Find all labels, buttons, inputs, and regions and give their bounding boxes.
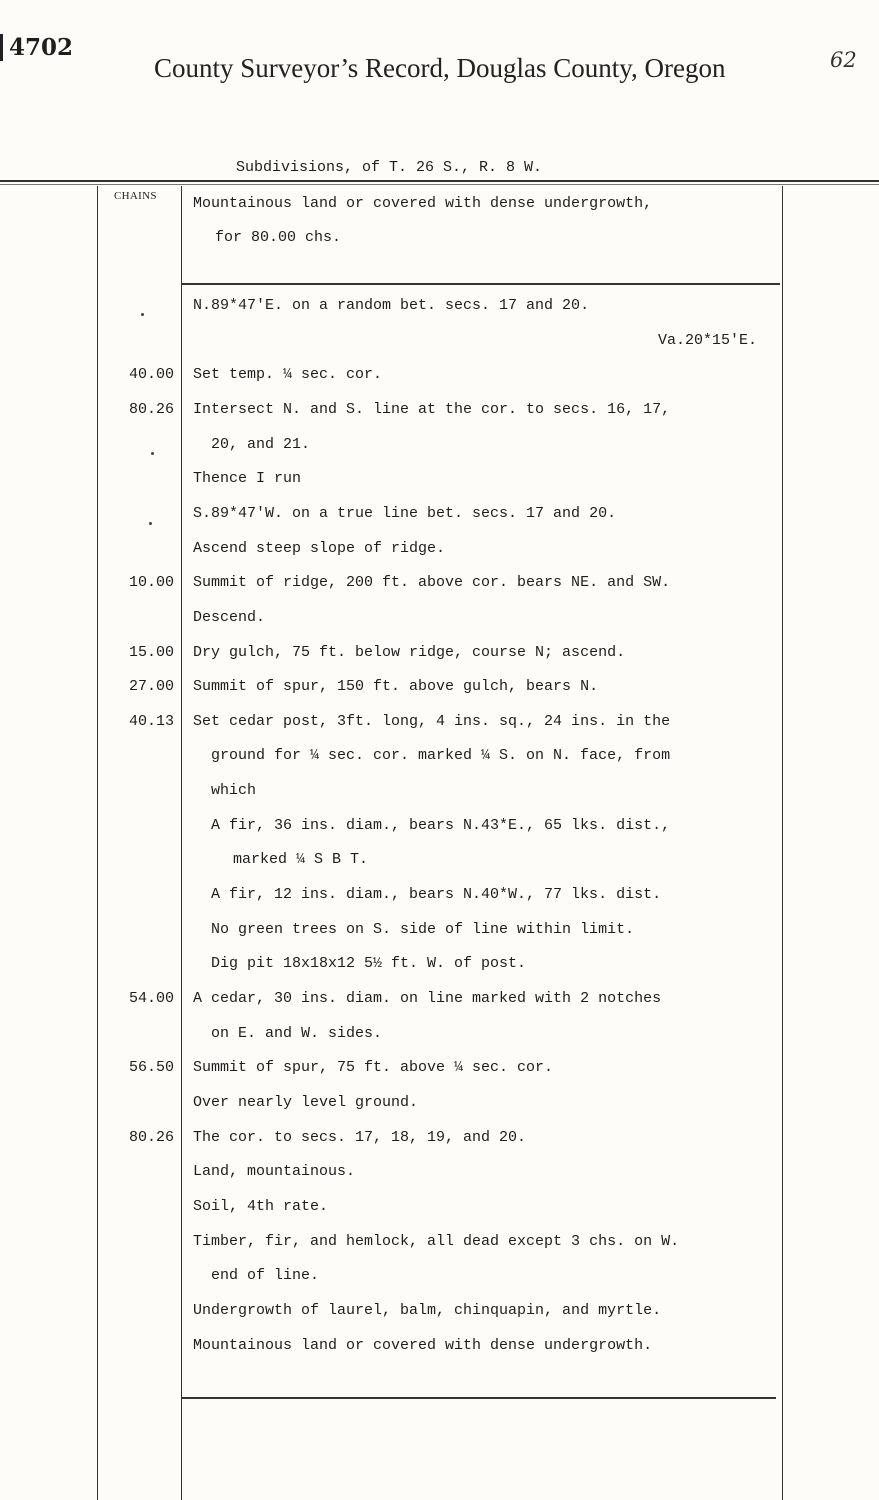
margin-dot (141, 313, 144, 316)
margin-dot (149, 522, 152, 525)
survey-entry-row (0, 643, 879, 677)
entry-description: A fir, 12 ins. diam., bears N.40*W., 77 lks. dist. (211, 886, 662, 904)
entry-description: Set temp. ¼ sec. cor. (193, 366, 383, 384)
intro-line: Mountainous land or covered with dense undergrowth, (193, 195, 653, 212)
chain-distance: 27.00 (128, 678, 174, 696)
survey-entry-row (0, 539, 879, 573)
entry-description: Land, mountainous. (193, 1163, 356, 1181)
entry-description: A cedar, 30 ins. diam. on line marked with 2 notches (193, 990, 662, 1007)
entry-description: which (211, 782, 257, 800)
top-rule (0, 180, 879, 182)
chain-distance: 40.13 (128, 712, 174, 730)
survey-entry-row (0, 1336, 879, 1370)
survey-entry-row (0, 400, 879, 434)
survey-entry-row (0, 677, 879, 711)
chain-distance: 10.00 (128, 574, 174, 592)
entry-description: Summit of ridge, 200 ft. above cor. bears NE. and SW. (193, 574, 671, 592)
survey-entry-row (0, 885, 879, 919)
entry-description: A fir, 36 ins. diam., bears N.43*E., 65 lks. dist., (211, 816, 671, 834)
section-divider (181, 283, 780, 285)
chains-column-header: CHAINS (114, 190, 157, 202)
entry-description: Descend. (193, 608, 266, 626)
survey-entry-row (0, 816, 879, 850)
chain-distance: 56.50 (128, 1059, 174, 1077)
chain-distance: 15.00 (128, 643, 174, 661)
entry-description: Summit of spur, 75 ft. above ¼ sec. cor. (193, 1059, 554, 1077)
survey-entry-row (0, 989, 879, 1023)
survey-entry-row (0, 504, 879, 538)
entry-description: ground for ¼ sec. cor. marked ¼ S. on N. face, from (211, 747, 671, 765)
entry-description: The cor. to secs. 17, 18, 19, and 20. (193, 1128, 527, 1146)
entry-description: Dig pit 18x18x12 5½ ft. W. of post. (211, 955, 527, 973)
survey-entry-row (0, 435, 879, 469)
chain-distance: 54.00 (128, 990, 174, 1007)
entry-description: Intersect N. and S. line at the cor. to secs. 16, 17, (193, 400, 671, 418)
survey-entry-row (0, 1301, 879, 1335)
record-title: County Surveyor’s Record, Douglas County, Oregon (154, 53, 726, 83)
intro-line: for 80.00 chs. (215, 229, 342, 246)
entry-description: Mountainous land or covered with dense undergrowth. (193, 1336, 653, 1354)
top-rule-thin (0, 184, 879, 185)
entry-description: Timber, fir, and hemlock, all dead except 3 chs. on W. (193, 1232, 680, 1250)
entry-description: Summit of spur, 150 ft. above gulch, bears N. (193, 678, 599, 696)
survey-entry-row (0, 296, 879, 330)
entry-description: Ascend steep slope of ridge. (193, 539, 446, 557)
survey-entry-row (0, 469, 879, 503)
chain-distance: 80.26 (128, 1128, 174, 1146)
chain-distance: 40.00 (128, 366, 174, 384)
entry-description: 20, and 21. (211, 435, 311, 453)
entry-description: N.89*47'E. on a random bet. secs. 17 and 20. (193, 297, 590, 314)
entry-description: Thence I run (193, 470, 302, 488)
survey-entry-row (0, 954, 879, 988)
entry-description: marked ¼ S B T. (233, 851, 369, 869)
entry-description: Soil, 4th rate. (193, 1197, 329, 1215)
page-number: 62 (830, 48, 857, 72)
entry-description: Over nearly level ground. (193, 1093, 419, 1111)
survey-entry-row (0, 850, 879, 884)
survey-entry-row (0, 1162, 879, 1196)
survey-entry-row (0, 1024, 879, 1058)
entry-description: Set cedar post, 3ft. long, 4 ins. sq., 24 ins. in the (193, 712, 671, 730)
chain-distance: 80.26 (128, 400, 174, 418)
entry-description: S.89*47'W. on a true line bet. secs. 17 and 20. (193, 504, 617, 522)
survey-entry-row (0, 1232, 879, 1266)
survey-entry-row (0, 608, 879, 642)
subdivision-subtitle: Subdivisions, of T. 26 S., R. 8 W. (236, 159, 543, 176)
survey-entry-row (0, 365, 879, 399)
survey-entry-row (0, 781, 879, 815)
margin-dot (151, 452, 154, 455)
survey-entry-row (0, 1266, 879, 1300)
survey-entry-row (0, 331, 879, 365)
entry-description: No green trees on S. side of line within limit. (211, 920, 635, 938)
entry-description: Dry gulch, 75 ft. below ridge, course N; ascend. (193, 643, 626, 661)
survey-entry-row (0, 1197, 879, 1231)
survey-entry-row (0, 1093, 879, 1127)
entry-description: Undergrowth of laurel, balm, chinquapin, and myrtle. (193, 1301, 662, 1319)
entry-description: end of line. (211, 1267, 320, 1285)
survey-entry-row (0, 1128, 879, 1162)
document-number: 4702 (0, 34, 73, 61)
entry-description: on E. and W. sides. (211, 1024, 383, 1042)
survey-entry-row (0, 573, 879, 607)
survey-entry-row (0, 712, 879, 746)
survey-entry-row (0, 1058, 879, 1092)
survey-entry-row (0, 920, 879, 954)
survey-entry-row (0, 746, 879, 780)
entry-description: Va.20*15'E. (657, 331, 757, 349)
end-divider (181, 1397, 776, 1399)
